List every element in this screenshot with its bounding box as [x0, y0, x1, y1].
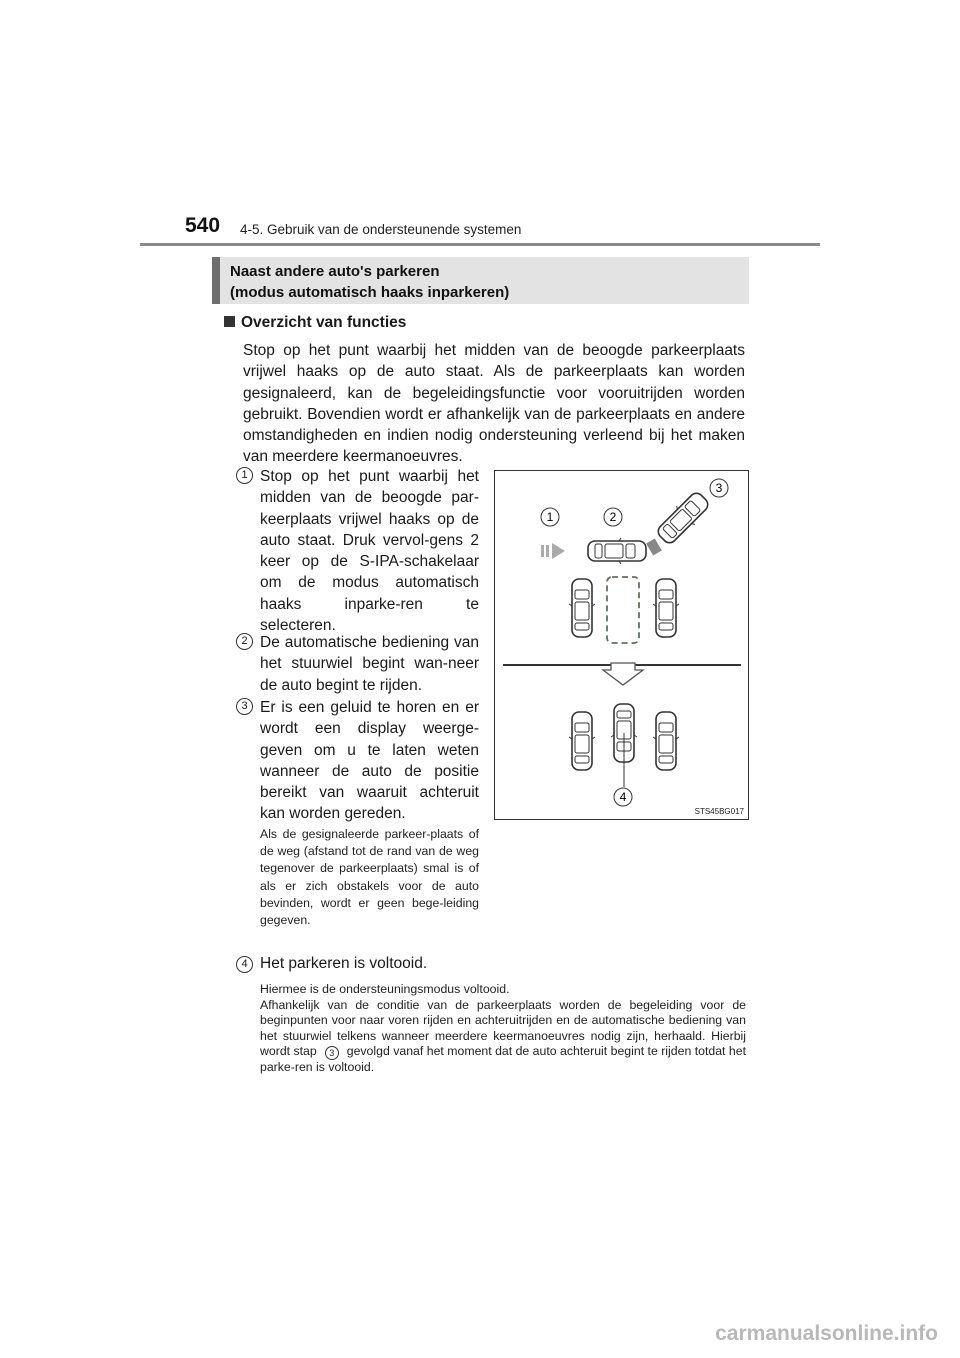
- step-ref-3-icon: 3: [325, 1046, 339, 1060]
- section-title-line2: (modus automatisch haaks inparkeren): [230, 284, 510, 301]
- brake-indicator: [646, 538, 662, 555]
- parked-car-right-icon: [653, 579, 679, 637]
- moving-car-stop-icon: [653, 488, 712, 547]
- step-3-note: Als de gesignaleerde parkeer-plaats of de weg (afstand tot de rand van de weg tegenover de parkeerplaats) smal is of als er zich obstakels voor de auto bevinden, wordt er geen bege-leiding gegeven.: [260, 827, 479, 928]
- parked-car-right-icon: [653, 712, 679, 770]
- subsection-title: Overzicht van functies: [241, 314, 407, 331]
- figure-label-2: [604, 508, 622, 526]
- target-parking-space: [607, 577, 639, 643]
- step-text: Stop op het punt waarbij het midden van de beoogde par-keerplaats vrijwel haaks op de auto staat. Druk vervol-gens 2 keer op de S-IPA-schakelaar om de modus automatisch haaks inparke-ren te selecteren.: [260, 468, 479, 635]
- step-text: Het parkeren is voltooid.: [260, 955, 428, 972]
- chapter-title: 4-5. Gebruik van de ondersteunende systemen: [240, 222, 522, 237]
- direction-arrow-icon: [541, 543, 565, 559]
- intro-paragraph: Stop op het punt waarbij het midden van de beoogde parkeerplaats vrijwel haaks op de auto staat. Als de parkeerplaats kan worden gesignaleerd, kan de begeleidingsfunctie voor vooruitrijden worden gebruikt. Bovendien wordt er afhankelijk van de parkeerplaats en andere omstandigheden en indien nodig ondersteuning verleend bij het maken van meerdere keermanoeuvres.: [243, 342, 745, 466]
- step-number-1-icon: 1: [236, 467, 253, 484]
- subsection-heading: [224, 314, 406, 332]
- final-note: [260, 982, 746, 1076]
- watermark: carmanualsonline.info: [715, 1322, 938, 1345]
- section-heading: [212, 257, 749, 304]
- parking-illustration: [495, 471, 748, 819]
- page-number: 540: [185, 214, 221, 237]
- svg-text:1: 1: [546, 510, 554, 524]
- parked-car-left-icon: [569, 579, 595, 637]
- parking-diagram: [494, 470, 749, 820]
- svg-text:3: 3: [715, 481, 723, 495]
- parked-car-left-icon: [569, 712, 595, 770]
- down-arrow-icon: [603, 663, 643, 685]
- step-2: [236, 632, 479, 696]
- step-3: [236, 697, 479, 825]
- final-note-line1: Hiermee is de ondersteuningsmodus voltooid.: [260, 982, 510, 996]
- moving-car-start-icon: [588, 538, 646, 564]
- figure-label-1: [541, 508, 559, 526]
- final-note-part-b: gevolgd vanaf het moment dat de auto achteruit begint te rijden totdat het parke-ren is voltooid.: [260, 1044, 746, 1075]
- header-divider: [140, 243, 820, 246]
- svg-text:2: 2: [609, 510, 617, 524]
- final-note-body: [260, 998, 746, 1076]
- step-4: [236, 955, 427, 973]
- step-number-4-icon: 4: [236, 956, 253, 973]
- figure-label-4: [614, 788, 632, 806]
- step-text: Er is een geluid te horen en er wordt een display weerge-geven om u te laten weten wanneer de auto de positie bereikt van waaruit achteruit kan worden gereden.: [260, 699, 479, 823]
- step-number-3-icon: 3: [236, 698, 253, 715]
- section-title-line1: Naast andere auto's parkeren: [230, 263, 440, 280]
- figure-code: STS45BG017: [694, 807, 744, 816]
- final-note-part-a: Afhankelijk van de conditie van de parkeerplaats worden de begeleiding voor de beginpunten voor naar voren rijden en achteruitrijden en de automatische bediening van het stuurwiel telkens wanneer meerdere keermanoeuvres nodig zijn, herhaald. Hierbij wordt stap: [260, 997, 746, 1059]
- step-text: De automatische bediening van het stuurwiel begint wan-neer de auto begint te rijden.: [260, 634, 479, 694]
- square-bullet-icon: [224, 316, 235, 327]
- step-1: [236, 466, 479, 636]
- step-number-2-icon: 2: [236, 633, 253, 650]
- figure-label-3: [710, 479, 728, 497]
- svg-text:4: 4: [619, 790, 627, 804]
